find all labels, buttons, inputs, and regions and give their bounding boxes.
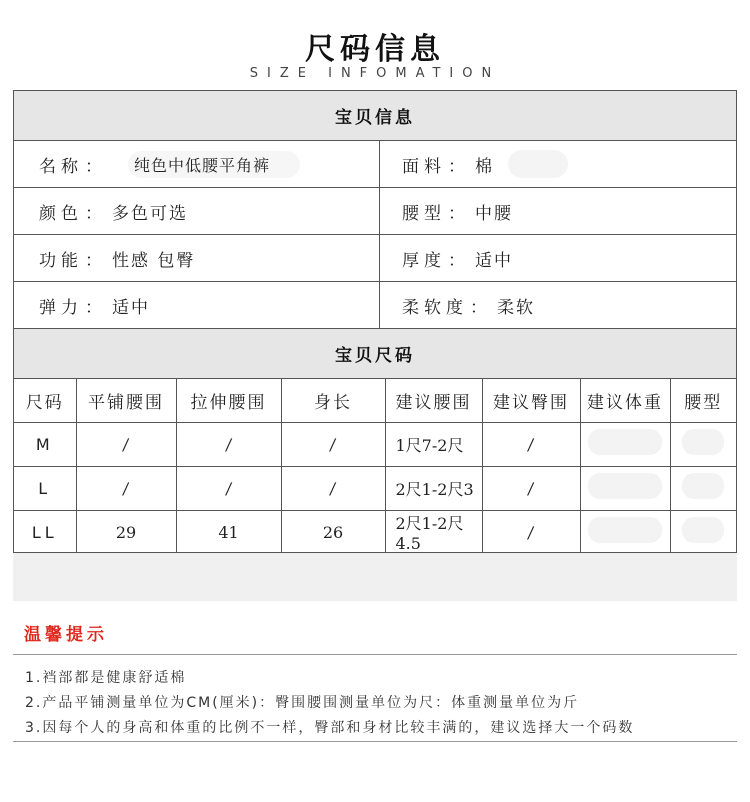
table-cell: /	[482, 466, 580, 510]
table-cell: 26	[281, 510, 385, 554]
info-label: 功能	[39, 250, 83, 271]
column-header: 建议腰围	[385, 379, 482, 422]
info-row: 颜色 ： 多色可选 腰型 ： 中腰	[14, 188, 736, 235]
page-subtitle: SIZE INFOMATION	[249, 66, 501, 81]
info-label: 名称	[39, 156, 83, 177]
info-value: 中腰	[475, 203, 513, 224]
blurred-cell	[670, 422, 736, 466]
column-header: 身长	[281, 379, 385, 422]
info-label: 弹力	[39, 297, 83, 318]
info-label: 柔软度	[402, 297, 468, 318]
column-header: 腰型	[670, 379, 736, 422]
table-cell: /	[76, 466, 176, 510]
info-label: 面料	[402, 156, 446, 177]
info-value: 多色可选	[112, 203, 188, 224]
column-header: 尺码	[14, 379, 76, 422]
table-cell: 1尺7-2尺	[385, 422, 482, 466]
info-label: 厚度	[402, 250, 446, 271]
table-cell: 41	[176, 510, 281, 554]
tips-title: 温馨提示	[24, 625, 108, 645]
info-label: 颜色	[39, 203, 83, 224]
table-cell: /	[176, 422, 281, 466]
info-row: 名称 ： 纯色中低腰平角裤 面料 ： 棉	[14, 141, 736, 188]
table-cell: /	[482, 510, 580, 554]
blurred-cell	[670, 466, 736, 510]
info-label: 腰型	[402, 203, 446, 224]
blurred-region	[508, 150, 568, 178]
info-row: 功能 ： 性感 包臀 厚度 ： 适中	[14, 235, 736, 282]
info-value: 适中	[475, 250, 513, 271]
size-table	[14, 379, 736, 554]
column-header: 平铺腰围	[76, 379, 176, 422]
tip-item: 3.因每个人的身高和体重的比例不一样，臀部和身材比较丰满的，建议选择大一个码数	[25, 720, 635, 736]
size-chart-section	[13, 328, 737, 553]
column-header: 建议体重	[580, 379, 670, 422]
table-cell: /	[76, 422, 176, 466]
size-cell: L	[14, 466, 76, 510]
table-cell: 29	[76, 510, 176, 554]
column-header: 建议臀围	[482, 379, 580, 422]
info-value: 性感 包臀	[112, 250, 196, 271]
table-cell: /	[281, 422, 385, 466]
tip-item: 2.产品平铺测量单位为CM(厘米)：臀围腰围测量单位为尺：体重测量单位为斤	[25, 695, 580, 711]
table-row	[14, 422, 736, 466]
table-cell: /	[176, 466, 281, 510]
info-value: 适中	[112, 297, 150, 318]
table-cell: /	[482, 422, 580, 466]
product-info-section	[13, 90, 737, 329]
info-value: 纯色中低腰平角裤	[134, 155, 271, 175]
gray-divider-band	[13, 553, 737, 601]
size-cell: LL	[14, 510, 76, 554]
blurred-cell	[580, 510, 670, 554]
column-header: 拉伸腰围	[176, 379, 281, 422]
table-header-row	[14, 379, 736, 422]
table-cell: 2尺1-2尺4.5	[385, 510, 482, 554]
page-title: 尺码信息	[305, 32, 445, 67]
size-chart-title: 宝贝尺码	[14, 329, 736, 379]
table-cell: /	[281, 466, 385, 510]
product-info-title: 宝贝信息	[14, 91, 736, 141]
info-row: 弹力 ： 适中 柔软度 ： 柔软	[14, 282, 736, 328]
blurred-cell	[580, 422, 670, 466]
table-cell: 2尺1-2尺3	[385, 466, 482, 510]
tips-box	[13, 654, 737, 742]
info-value: 柔软	[497, 297, 535, 318]
blurred-cell	[670, 510, 736, 554]
tip-item: 1.裆部都是健康舒适棉	[25, 670, 187, 686]
info-value: 棉	[475, 156, 494, 177]
table-row	[14, 510, 736, 554]
blurred-cell	[580, 466, 670, 510]
table-row	[14, 466, 736, 510]
size-cell: M	[14, 422, 76, 466]
